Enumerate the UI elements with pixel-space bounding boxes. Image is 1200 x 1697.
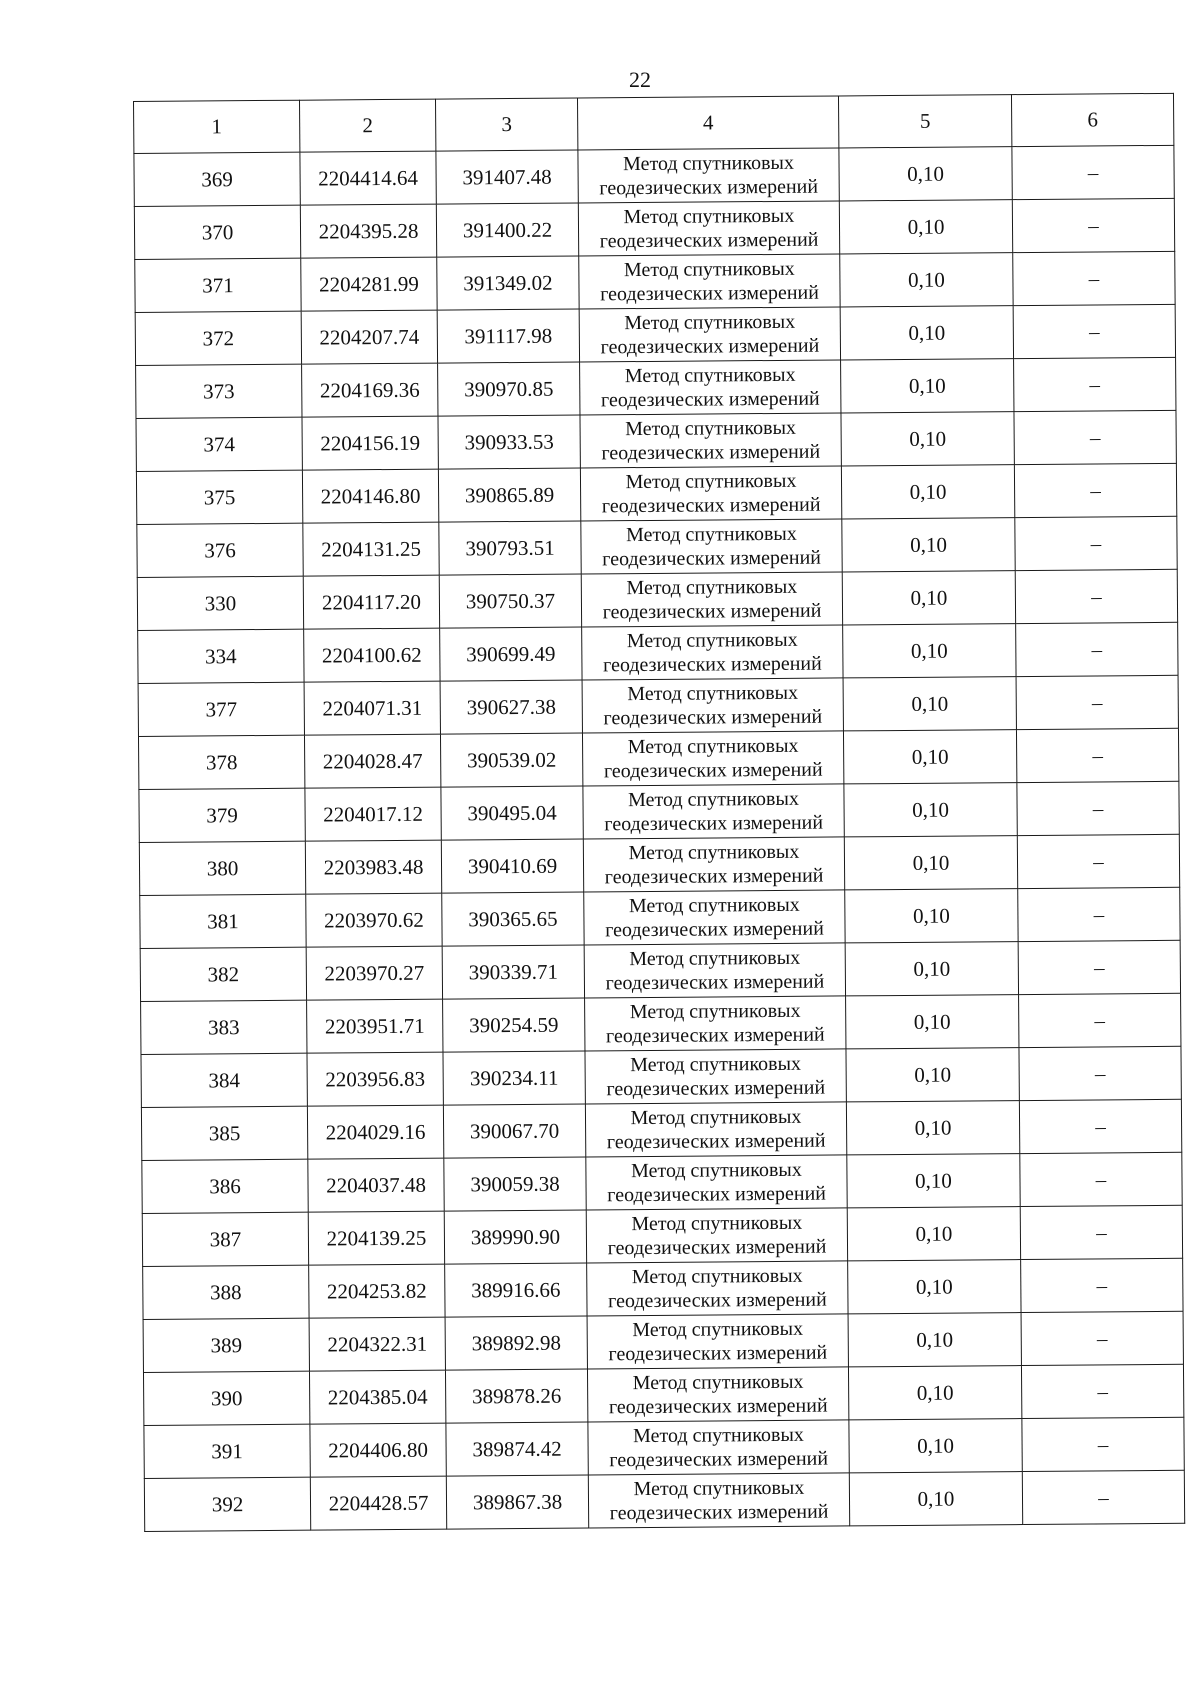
note-cell: – bbox=[1021, 1258, 1183, 1312]
method-cell bbox=[580, 466, 841, 521]
table-row bbox=[142, 1152, 1182, 1213]
method-line-2: геодезических измерений bbox=[603, 652, 822, 677]
method-line-2: геодезических измерений bbox=[609, 1500, 829, 1525]
method-line-2: геодезических измерений bbox=[604, 811, 824, 836]
method-cell bbox=[584, 890, 845, 945]
method-line-1: Метод спутниковых bbox=[632, 1370, 804, 1395]
note-cell: – bbox=[1021, 1364, 1183, 1418]
coordinate-y-cell: 390059.38 bbox=[444, 1157, 586, 1211]
point-number-cell: 370 bbox=[134, 205, 300, 259]
method-line-1: Метод спутниковых bbox=[623, 204, 795, 229]
method-cell bbox=[582, 625, 843, 680]
note-cell: – bbox=[1016, 622, 1178, 676]
table-row bbox=[140, 940, 1180, 1001]
table-row bbox=[143, 1258, 1183, 1319]
method-cell bbox=[582, 678, 843, 733]
method-line-2: геодезических измерений bbox=[607, 1235, 827, 1260]
accuracy-cell: 0,10 bbox=[845, 942, 1018, 996]
coordinate-y-cell: 390234.11 bbox=[443, 1051, 585, 1105]
method-line-1: Метод спутниковых bbox=[631, 1264, 803, 1289]
accuracy-cell: 0,10 bbox=[846, 1101, 1019, 1155]
accuracy-cell: 0,10 bbox=[842, 571, 1015, 625]
accuracy-cell: 0,10 bbox=[845, 889, 1018, 943]
accuracy-cell: 0,10 bbox=[846, 1048, 1019, 1102]
point-number-cell: 376 bbox=[137, 523, 303, 577]
coordinate-y-cell: 390365.65 bbox=[442, 892, 584, 946]
method-line-1: Метод спутниковых bbox=[630, 1052, 802, 1077]
method-line-1: Метод спутниковых bbox=[626, 575, 798, 600]
coordinate-x-cell: 2203951.71 bbox=[307, 999, 443, 1053]
table-row bbox=[137, 569, 1177, 630]
coordinate-y-cell: 391400.22 bbox=[436, 203, 578, 257]
point-number-cell: 374 bbox=[136, 417, 302, 471]
method-cell bbox=[583, 837, 844, 892]
method-line-1: Метод спутниковых bbox=[623, 257, 795, 282]
accuracy-cell: 0,10 bbox=[849, 1419, 1022, 1473]
method-line-2: геодезических измерений bbox=[603, 758, 823, 783]
accuracy-cell: 0,10 bbox=[841, 465, 1014, 519]
table-row bbox=[138, 622, 1178, 683]
method-line-1: Метод спутниковых bbox=[624, 310, 796, 335]
coordinate-y-cell: 391349.02 bbox=[437, 256, 579, 310]
point-number-cell: 384 bbox=[141, 1053, 307, 1107]
method-cell bbox=[584, 943, 845, 998]
note-cell: – bbox=[1019, 1046, 1181, 1100]
method-line-2: геодезических измерений bbox=[605, 1023, 825, 1048]
table-row bbox=[138, 728, 1178, 789]
method-cell bbox=[579, 254, 840, 309]
coordinate-y-cell: 389878.26 bbox=[445, 1369, 587, 1423]
note-cell: – bbox=[1020, 1205, 1182, 1259]
accuracy-cell: 0,10 bbox=[844, 836, 1017, 890]
note-cell: – bbox=[1016, 675, 1178, 729]
coordinate-y-cell: 390933.53 bbox=[438, 415, 580, 469]
accuracy-cell: 0,10 bbox=[839, 147, 1012, 201]
method-line-2: геодезических измерений bbox=[605, 917, 824, 942]
method-line-1: Метод спутниковых bbox=[623, 151, 794, 176]
note-cell: – bbox=[1014, 463, 1176, 517]
method-cell bbox=[578, 201, 839, 256]
method-line-1: Метод спутниковых bbox=[632, 1317, 804, 1342]
method-line-1: Метод спутниковых bbox=[625, 416, 797, 441]
point-number-cell: 373 bbox=[136, 364, 302, 418]
method-line-2: геодезических измерений bbox=[604, 864, 824, 889]
accuracy-cell: 0,10 bbox=[848, 1260, 1021, 1314]
point-number-cell: 388 bbox=[143, 1265, 309, 1319]
coordinate-y-cell: 391117.98 bbox=[437, 309, 579, 363]
note-cell: – bbox=[1019, 1099, 1181, 1153]
coordinate-x-cell: 2204117.20 bbox=[303, 575, 439, 629]
table-row bbox=[138, 675, 1178, 736]
method-line-1: Метод спутниковых bbox=[624, 363, 796, 388]
method-line-2: геодезических измерений bbox=[607, 1288, 827, 1313]
method-cell bbox=[587, 1314, 848, 1369]
accuracy-cell: 0,10 bbox=[846, 995, 1019, 1049]
note-cell: – bbox=[1022, 1470, 1184, 1524]
header-cell-1: 1 bbox=[134, 100, 300, 153]
point-number-cell: 383 bbox=[141, 1000, 307, 1054]
point-number-cell: 385 bbox=[141, 1106, 307, 1160]
coordinate-y-cell: 389892.98 bbox=[445, 1316, 587, 1370]
table-row bbox=[141, 1046, 1181, 1107]
point-number-cell: 369 bbox=[134, 152, 300, 206]
coordinates-table bbox=[133, 93, 1185, 1532]
table-row bbox=[141, 1099, 1181, 1160]
point-number-cell: 392 bbox=[144, 1477, 310, 1531]
coordinate-y-cell: 390750.37 bbox=[439, 574, 581, 628]
coordinate-y-cell: 390865.89 bbox=[438, 468, 580, 522]
coordinate-y-cell: 390970.85 bbox=[438, 362, 580, 416]
point-number-cell: 377 bbox=[138, 682, 304, 736]
accuracy-cell: 0,10 bbox=[848, 1366, 1021, 1420]
method-line-1: Метод спутниковых bbox=[628, 787, 799, 812]
note-cell: – bbox=[1013, 304, 1175, 358]
table-row bbox=[136, 463, 1176, 524]
coordinate-x-cell: 2204029.16 bbox=[307, 1105, 443, 1159]
table-row bbox=[140, 887, 1180, 948]
accuracy-cell: 0,10 bbox=[842, 518, 1015, 572]
method-line-1: Метод спутниковых bbox=[626, 628, 798, 653]
coordinate-x-cell: 2204139.25 bbox=[308, 1211, 444, 1265]
coordinate-y-cell: 390254.59 bbox=[443, 998, 585, 1052]
point-number-cell: 391 bbox=[144, 1424, 310, 1478]
coordinate-y-cell: 390699.49 bbox=[440, 627, 582, 681]
method-cell bbox=[586, 1155, 847, 1210]
accuracy-cell: 0,10 bbox=[848, 1313, 1021, 1367]
method-line-1: Метод спутниковых bbox=[628, 893, 800, 918]
coordinate-x-cell: 2204253.82 bbox=[309, 1264, 445, 1318]
method-line-2: геодезических измерений bbox=[602, 546, 822, 571]
method-cell bbox=[587, 1367, 848, 1422]
method-cell bbox=[587, 1261, 848, 1316]
coordinate-x-cell: 2204281.99 bbox=[301, 257, 437, 311]
method-line-1: Метод спутниковых bbox=[629, 946, 801, 971]
coordinate-x-cell: 2204322.31 bbox=[309, 1317, 445, 1371]
table-row bbox=[137, 516, 1177, 577]
point-number-cell: 379 bbox=[139, 788, 305, 842]
point-number-cell: 387 bbox=[142, 1212, 308, 1266]
method-line-2: геодезических измерений bbox=[605, 970, 825, 995]
coordinate-x-cell: 2204395.28 bbox=[300, 204, 436, 258]
method-line-2: геодезических измерений bbox=[600, 387, 820, 412]
method-line-2: геодезических измерений bbox=[608, 1341, 828, 1366]
table-row bbox=[136, 410, 1176, 471]
accuracy-cell: 0,10 bbox=[844, 783, 1017, 837]
table-row bbox=[134, 145, 1174, 206]
point-number-cell: 334 bbox=[138, 629, 304, 683]
method-cell bbox=[578, 148, 839, 203]
table-row bbox=[143, 1311, 1183, 1372]
method-line-2: геодезических измерений bbox=[607, 1182, 827, 1207]
header-row bbox=[134, 93, 1174, 153]
method-line-2: геодезических измерений bbox=[601, 493, 821, 518]
note-cell: – bbox=[1021, 1311, 1183, 1365]
table-row bbox=[143, 1364, 1183, 1425]
method-line-1: Метод спутниковых bbox=[627, 681, 799, 706]
note-cell: – bbox=[1015, 516, 1177, 570]
header-cell-6: 6 bbox=[1011, 93, 1173, 146]
method-cell bbox=[586, 1208, 847, 1263]
header-cell-4: 4 bbox=[577, 96, 838, 150]
method-line-2: геодезических измерений bbox=[606, 1129, 826, 1154]
coordinate-x-cell: 2204131.25 bbox=[303, 522, 439, 576]
table-row bbox=[142, 1205, 1182, 1266]
point-number-cell: 378 bbox=[138, 735, 304, 789]
note-cell: – bbox=[1019, 993, 1181, 1047]
method-line-2: геодезических измерений bbox=[600, 281, 819, 306]
method-line-1: Метод спутниковых bbox=[627, 734, 799, 759]
method-line-2: геодезических измерений bbox=[601, 440, 821, 465]
table-body bbox=[134, 145, 1185, 1531]
method-line-1: Метод спутниковых bbox=[625, 522, 797, 547]
method-cell bbox=[588, 1420, 849, 1475]
coordinate-x-cell: 2204156.19 bbox=[302, 416, 438, 470]
coordinate-x-cell: 2204428.57 bbox=[310, 1476, 446, 1530]
method-cell bbox=[581, 519, 842, 574]
note-cell: – bbox=[1012, 145, 1174, 199]
method-cell bbox=[580, 413, 841, 468]
method-cell bbox=[588, 1473, 849, 1528]
point-number-cell: 381 bbox=[140, 894, 306, 948]
table-row bbox=[139, 834, 1179, 895]
coordinate-x-cell: 2204385.04 bbox=[309, 1370, 445, 1424]
method-line-1: Метод спутниковых bbox=[631, 1211, 803, 1236]
note-cell: – bbox=[1018, 940, 1180, 994]
note-cell: – bbox=[1014, 410, 1176, 464]
table-row bbox=[139, 781, 1179, 842]
method-line-2: геодезических измерений bbox=[603, 705, 823, 730]
method-line-2: геодезических измерений bbox=[606, 1076, 826, 1101]
note-cell: – bbox=[1020, 1152, 1182, 1206]
point-number-cell: 330 bbox=[137, 576, 303, 630]
accuracy-cell: 0,10 bbox=[843, 624, 1016, 678]
point-number-cell: 375 bbox=[136, 470, 302, 524]
coordinate-y-cell: 390495.04 bbox=[441, 786, 583, 840]
method-line-2: геодезических измерений bbox=[608, 1394, 828, 1419]
coordinate-x-cell: 2204037.48 bbox=[308, 1158, 444, 1212]
method-cell bbox=[583, 784, 844, 839]
method-line-2: геодезических измерений bbox=[609, 1447, 829, 1472]
point-number-cell: 371 bbox=[135, 258, 301, 312]
note-cell: – bbox=[1013, 251, 1175, 305]
coordinate-y-cell: 390539.02 bbox=[440, 733, 582, 787]
coordinate-x-cell: 2204406.80 bbox=[310, 1423, 446, 1477]
coordinate-y-cell: 389990.90 bbox=[444, 1210, 586, 1264]
coordinate-y-cell: 389867.38 bbox=[446, 1475, 588, 1529]
accuracy-cell: 0,10 bbox=[847, 1207, 1020, 1261]
table-row bbox=[134, 198, 1174, 259]
coordinate-y-cell: 389874.42 bbox=[446, 1422, 588, 1476]
coordinate-y-cell: 391407.48 bbox=[436, 150, 578, 204]
accuracy-cell: 0,10 bbox=[840, 253, 1013, 307]
coordinate-x-cell: 2204207.74 bbox=[301, 310, 437, 364]
note-cell: – bbox=[1022, 1417, 1184, 1471]
coordinate-y-cell: 390339.71 bbox=[442, 945, 584, 999]
note-cell: – bbox=[1014, 357, 1176, 411]
table-row bbox=[144, 1417, 1184, 1478]
method-cell bbox=[585, 1102, 846, 1157]
coordinate-x-cell: 2204414.64 bbox=[300, 151, 436, 205]
method-cell bbox=[580, 360, 841, 415]
note-cell: – bbox=[1015, 569, 1177, 623]
coordinate-y-cell: 390627.38 bbox=[440, 680, 582, 734]
table-row bbox=[135, 304, 1175, 365]
method-cell bbox=[579, 307, 840, 362]
accuracy-cell: 0,10 bbox=[839, 200, 1012, 254]
method-line-1: Метод спутниковых bbox=[629, 999, 801, 1024]
coordinates-table-sheet bbox=[133, 93, 1184, 1532]
method-line-2: геодезических измерений bbox=[599, 175, 819, 200]
coordinate-x-cell: 2204100.62 bbox=[304, 628, 440, 682]
point-number-cell: 380 bbox=[139, 841, 305, 895]
method-line-2: геодезических измерений bbox=[599, 228, 819, 253]
method-cell bbox=[585, 1049, 846, 1104]
page-number: 22 bbox=[629, 67, 651, 92]
coordinate-x-cell: 2203956.83 bbox=[307, 1052, 443, 1106]
coordinate-y-cell: 390410.69 bbox=[441, 839, 583, 893]
header-cell-5: 5 bbox=[838, 95, 1011, 148]
accuracy-cell: 0,10 bbox=[847, 1154, 1020, 1208]
note-cell: – bbox=[1017, 834, 1179, 888]
coordinate-y-cell: 390793.51 bbox=[439, 521, 581, 575]
table-row bbox=[144, 1470, 1184, 1531]
method-line-1: Метод спутниковых bbox=[630, 1158, 802, 1183]
point-number-cell: 386 bbox=[142, 1159, 308, 1213]
accuracy-cell: 0,10 bbox=[849, 1472, 1022, 1526]
accuracy-cell: 0,10 bbox=[840, 306, 1013, 360]
table-row bbox=[136, 357, 1176, 418]
method-line-1: Метод спутниковых bbox=[628, 840, 800, 865]
table-row bbox=[135, 251, 1175, 312]
note-cell: – bbox=[1018, 887, 1180, 941]
note-cell: – bbox=[1016, 728, 1178, 782]
method-line-1: Метод спутниковых bbox=[633, 1423, 804, 1448]
coordinate-y-cell: 390067.70 bbox=[443, 1104, 585, 1158]
point-number-cell: 389 bbox=[143, 1318, 309, 1372]
coordinate-x-cell: 2204028.47 bbox=[304, 734, 440, 788]
header-cell-2: 2 bbox=[299, 99, 435, 152]
accuracy-cell: 0,10 bbox=[841, 359, 1014, 413]
method-cell bbox=[581, 572, 842, 627]
method-cell bbox=[585, 996, 846, 1051]
method-line-2: геодезических измерений bbox=[600, 334, 820, 359]
point-number-cell: 390 bbox=[143, 1371, 309, 1425]
coordinate-x-cell: 2204071.31 bbox=[304, 681, 440, 735]
coordinate-y-cell: 389916.66 bbox=[445, 1263, 587, 1317]
method-line-1: Метод спутниковых bbox=[630, 1105, 802, 1130]
method-line-1: Метод спутниковых bbox=[625, 469, 797, 494]
coordinate-x-cell: 2204169.36 bbox=[302, 363, 438, 417]
accuracy-cell: 0,10 bbox=[843, 677, 1016, 731]
method-cell bbox=[582, 731, 843, 786]
point-number-cell: 382 bbox=[140, 947, 306, 1001]
coordinate-x-cell: 2203970.27 bbox=[306, 946, 442, 1000]
header-cell-3: 3 bbox=[435, 98, 577, 151]
note-cell: – bbox=[1012, 198, 1174, 252]
point-number-cell: 372 bbox=[135, 311, 301, 365]
method-line-2: геодезических измерений bbox=[602, 599, 822, 624]
note-cell: – bbox=[1017, 781, 1179, 835]
coordinate-x-cell: 2204017.12 bbox=[305, 787, 441, 841]
coordinate-x-cell: 2203970.62 bbox=[306, 893, 442, 947]
coordinate-x-cell: 2203983.48 bbox=[305, 840, 441, 894]
accuracy-cell: 0,10 bbox=[843, 730, 1016, 784]
table-row bbox=[141, 993, 1181, 1054]
method-line-1: Метод спутниковых bbox=[633, 1476, 805, 1501]
coordinate-x-cell: 2204146.80 bbox=[302, 469, 438, 523]
accuracy-cell: 0,10 bbox=[841, 412, 1014, 466]
